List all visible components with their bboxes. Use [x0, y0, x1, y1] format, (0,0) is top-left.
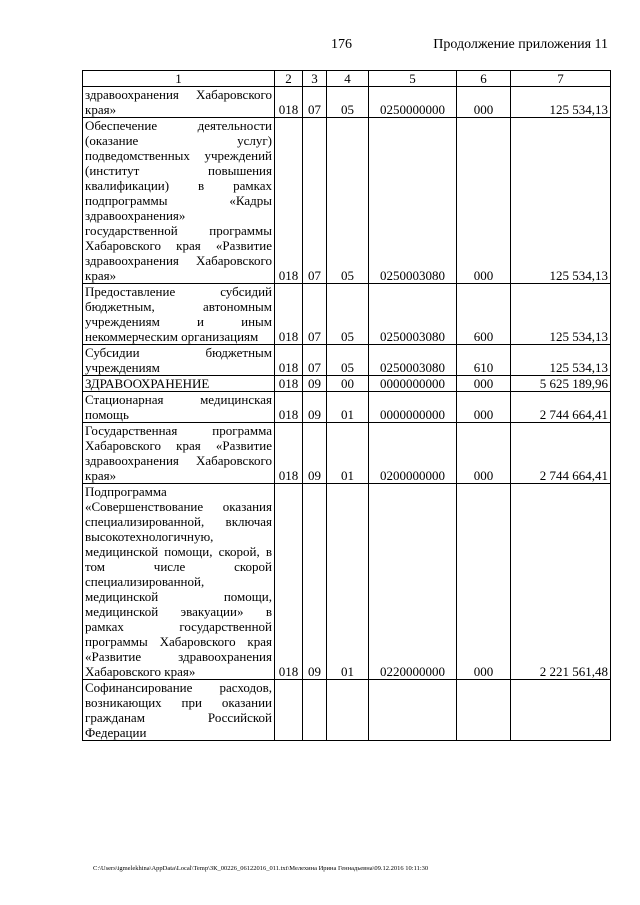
- cell-section: 07: [303, 118, 327, 284]
- cell-ministry: 018: [275, 345, 303, 376]
- table-row: [83, 423, 611, 484]
- cell-subsection: 05: [327, 345, 369, 376]
- continuation-note: Продолжение приложения 11: [433, 37, 608, 52]
- cell-section: 09: [303, 484, 327, 680]
- cell-subsection: 01: [327, 392, 369, 423]
- cell-target-article: 0200000000: [369, 423, 457, 484]
- cell-ministry: [275, 680, 303, 741]
- cell-expense-type: 000: [457, 392, 511, 423]
- cell-ministry: 018: [275, 484, 303, 680]
- cell-amount: 2 744 664,41: [511, 423, 611, 484]
- page-number: 176: [331, 37, 352, 52]
- cell-ministry: 018: [275, 284, 303, 345]
- cell-ministry: 018: [275, 423, 303, 484]
- column-number: 7: [511, 71, 611, 87]
- table-row: [83, 118, 611, 284]
- cell-section: 09: [303, 392, 327, 423]
- column-number: 6: [457, 71, 511, 87]
- cell-target-article: [369, 680, 457, 741]
- table-row: [83, 284, 611, 345]
- cell-section: 07: [303, 87, 327, 118]
- cell-ministry: 018: [275, 392, 303, 423]
- column-number: 2: [275, 71, 303, 87]
- table-row: [83, 392, 611, 423]
- cell-subsection: 00: [327, 376, 369, 392]
- row-name: Субсидии бюджетным учреждениям: [83, 345, 275, 376]
- file-path-footer: C:\Users\igmelekhina\AppData\Local\Temp\ЗК_00226_06122016_011.txt\Мелехина Ирина Геннадьевна\09.12.2016 10:11:30: [93, 865, 429, 872]
- cell-ministry: 018: [275, 376, 303, 392]
- cell-section: 09: [303, 376, 327, 392]
- cell-expense-type: 000: [457, 118, 511, 284]
- cell-target-article: 0220000000: [369, 484, 457, 680]
- cell-expense-type: 000: [457, 376, 511, 392]
- cell-expense-type: 000: [457, 484, 511, 680]
- cell-expense-type: 600: [457, 284, 511, 345]
- cell-subsection: 01: [327, 484, 369, 680]
- table-row: [83, 87, 611, 118]
- column-number: 5: [369, 71, 457, 87]
- row-name: Обеспечение деятельности (оказание услуг) подведомственных учреждений (институт повышения квалификации) в рамках подпрограммы «Кадры здравоохранения» государственной программы Хабаровского края «Развитие здравоохранения Хабаровского края»: [83, 118, 275, 284]
- row-name: Подпрограмма «Совершенствование оказания специализированной, включая высокотехнологичную, медицинской помощи, скорой, в том числе скорой специализированной, медицинской помощи, медицинской эвакуации» в рамках государственной программы Хабаровского края «Развитие здравоохранения Хабаровского края»: [83, 484, 275, 680]
- cell-target-article: 0250000000: [369, 87, 457, 118]
- cell-subsection: 01: [327, 423, 369, 484]
- row-name: здравоохранения Хабаровского края»: [83, 87, 275, 118]
- row-name: Софинансирование расходов, возникающих при оказании гражданам Российской Федерации: [83, 680, 275, 741]
- cell-subsection: [327, 680, 369, 741]
- table-row: [83, 345, 611, 376]
- cell-section: 07: [303, 345, 327, 376]
- budget-table: [82, 70, 611, 741]
- cell-expense-type: 000: [457, 423, 511, 484]
- cell-amount: [511, 680, 611, 741]
- table-row: [83, 680, 611, 741]
- cell-expense-type: 000: [457, 87, 511, 118]
- cell-amount: 2 744 664,41: [511, 392, 611, 423]
- cell-subsection: 05: [327, 284, 369, 345]
- column-number: 3: [303, 71, 327, 87]
- cell-amount: 2 221 561,48: [511, 484, 611, 680]
- table-row: [83, 376, 611, 392]
- cell-target-article: 0000000000: [369, 376, 457, 392]
- row-name: Государственная программа Хабаровского края «Развитие здравоохранения Хабаровского края»: [83, 423, 275, 484]
- row-name: Предоставление субсидий бюджетным, автономным учреждениям и иным некоммерческим организациям: [83, 284, 275, 345]
- cell-target-article: 0250003080: [369, 345, 457, 376]
- row-name: Стационарная медицинская помощь: [83, 392, 275, 423]
- cell-ministry: 018: [275, 118, 303, 284]
- row-name: ЗДРАВООХРАНЕНИЕ: [83, 376, 275, 392]
- cell-section: [303, 680, 327, 741]
- cell-amount: 125 534,13: [511, 284, 611, 345]
- cell-expense-type: 610: [457, 345, 511, 376]
- cell-section: 07: [303, 284, 327, 345]
- cell-amount: 125 534,13: [511, 345, 611, 376]
- cell-amount: 125 534,13: [511, 87, 611, 118]
- cell-ministry: 018: [275, 87, 303, 118]
- table-row: [83, 484, 611, 680]
- cell-amount: 125 534,13: [511, 118, 611, 284]
- column-number: 4: [327, 71, 369, 87]
- column-number-row: [83, 71, 611, 87]
- cell-target-article: 0250003080: [369, 118, 457, 284]
- cell-target-article: 0000000000: [369, 392, 457, 423]
- cell-section: 09: [303, 423, 327, 484]
- cell-subsection: 05: [327, 87, 369, 118]
- cell-amount: 5 625 189,96: [511, 376, 611, 392]
- cell-expense-type: [457, 680, 511, 741]
- cell-subsection: 05: [327, 118, 369, 284]
- cell-target-article: 0250003080: [369, 284, 457, 345]
- column-number: 1: [83, 71, 275, 87]
